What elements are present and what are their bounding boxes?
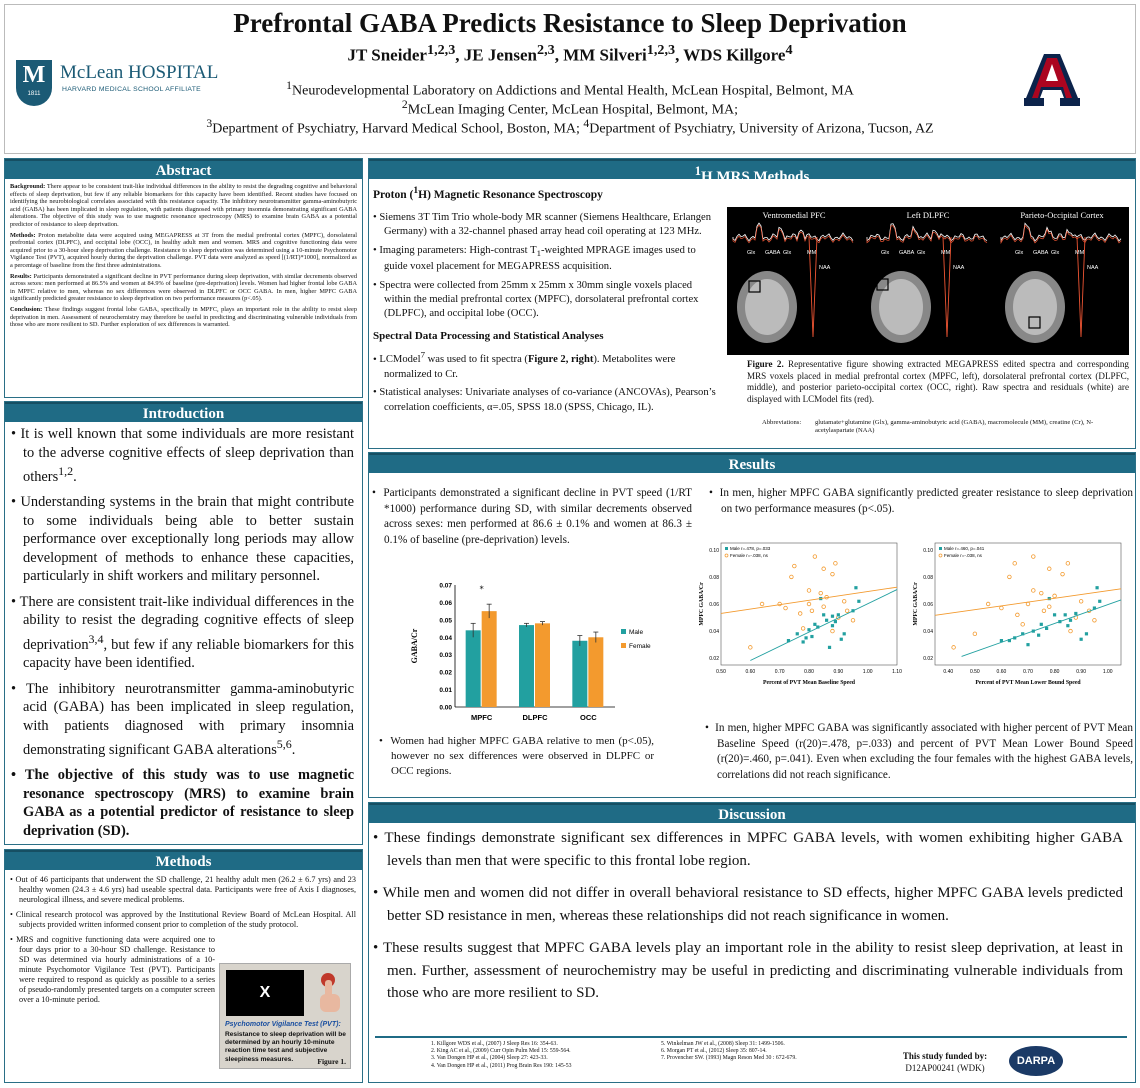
male-point (1080, 638, 1083, 641)
spectrum-panel-label: Parieto-Occipital Cortex (1020, 210, 1104, 220)
female-point (1008, 575, 1012, 579)
y-tick-label: 0.03 (439, 652, 452, 660)
significance-marker: * (479, 584, 484, 594)
x-tick-label: 0.60 (996, 669, 1007, 675)
female-point (793, 564, 797, 568)
male-point (813, 623, 816, 626)
author-list: JT Sneider$^{1,2,3}$, JE Jensen$^{2,3}$, MM Silveri$^{1,2,3}$, WDS Killgore$^4$ (347, 42, 793, 65)
x-tick-label: OCC (579, 713, 597, 722)
female-point (1021, 623, 1025, 627)
bar-female-dlpfc (535, 623, 550, 707)
y-tick-label: 0.06 (709, 602, 719, 608)
female-point (1069, 629, 1073, 633)
female-point (1053, 594, 1057, 598)
y-tick-label: 0.04 (439, 634, 452, 642)
x-tick-label: 0.80 (804, 669, 814, 675)
bar-male-dlpfc (519, 625, 534, 707)
mrs-methods-body: Proton ($^1$H) Magnetic Resonance Spectroscopy • Siemens 3T Tim Trio whole-body MR scanner (Siemens Healthcare, Erlangen Germany) with a 32-channel phased array head coil operating at 123 MHz. • Imaging parameters: High-contrast $T_1$-weighted MPRAGE images used to guide voxel placement for MEGAPRESS acquisition. • Spectra were collected from 25mm x 25mm x 30mm single voxels placed within the medial prefrontal cortex (MPFC), dorsolateral prefrontal cortex (DLPFC), and occipital lobe (OCC). Spectral Data Processing and Statistical Analyses • LCModel$^7$ was used to fit spectra (Figure 2, right). Metabolites were normalized to Cr. • Statistical analyses: Univariate analyses of co-variance (ANCOVAs), Pearson’s correlation coefficients, α=.05, SPSS 18.0 (SPSS, Chicago, IL). (369, 179, 727, 415)
abstract-heading: Abstract (5, 159, 362, 179)
female-point (749, 646, 753, 650)
x-tick-label: 0.90 (1076, 669, 1087, 675)
female-point (760, 602, 764, 606)
legend-swatch (621, 643, 626, 648)
legend-label: Female r=-.038, ns (730, 553, 768, 558)
female-point (819, 591, 823, 595)
female-point (798, 612, 802, 616)
female-point (784, 606, 788, 610)
results-panel (368, 452, 1136, 798)
peak-label: Glx (747, 250, 756, 256)
female-regression-line (721, 587, 897, 613)
male-regression-line (750, 590, 897, 661)
y-tick-label: 0.02 (439, 669, 452, 677)
x-axis-label: Percent of PVT Mean Baseline Speed (762, 680, 856, 686)
scatter-baseline-speed (695, 535, 905, 695)
figure-1-label: Figure 1. (317, 1057, 346, 1066)
peak-label: Glx (1015, 250, 1024, 256)
results-heading: Results (369, 453, 1135, 473)
abstract-panel (4, 158, 363, 398)
pvt-screen: X (226, 970, 304, 1016)
brain-mri-inner (1013, 279, 1057, 335)
y-tick-label: 0.06 (923, 602, 933, 608)
x-tick-label: MPFC (471, 713, 493, 722)
male-point (831, 624, 834, 627)
results-bullet-4: • In men, higher MPFC GABA was significantly associated with higher percent of PVT Mean Baseline Speed (r(20)=.478, p=.033) and percent of PVT Mean Lower Bound Speed (r(20)=.460, p=.041). Even when excluding the four females with the highest GABA levels, correlations did not reach significance. (705, 722, 1133, 781)
peak-label: Glx (917, 250, 926, 256)
female-point (1066, 562, 1070, 566)
discussion-bullet: • These findings demonstrate significant sex differences in MPFC GABA levels, with women exhibiting higher GABA levels than men that were specific to this frontal lobe region. (373, 830, 1123, 869)
male-point (804, 636, 807, 639)
male-point (1074, 612, 1077, 615)
y-tick-label: 0.10 (709, 547, 719, 554)
female-point (952, 646, 956, 650)
funding-label: This study funded by: (902, 1051, 988, 1061)
legend-swatch-female (725, 554, 728, 557)
y-tick-label: 0.08 (923, 574, 933, 581)
abbreviations-label: Abbreviations: (762, 419, 802, 426)
plot-frame (935, 543, 1121, 665)
references-col-1: 1. Killgore WDS et al., (2007) J Sleep Res 16: 354-63. 2. King AC et al., (2009) Curr Opin Pulm Med 15: 559-564. 3. Van Dongen HP et al., (2004) Sleep 27: 423-33. 4. Van Dongen HP et al., (2011) Prog Brain Res 190: 145-53 (431, 1041, 572, 1069)
results-bullet-2: • Women had higher MPFC GABA relative to men (p<.05), however no sex differences were observed in DLPFC or OCC regions. (379, 735, 654, 777)
x-tick-label: 0.60 (745, 669, 756, 675)
discussion-panel (368, 802, 1136, 1083)
peak-label: GABA (1033, 250, 1049, 256)
x-tick-label: 1.10 (892, 669, 902, 675)
peak-label: NAA (819, 265, 831, 271)
y-tick-label: 0.04 (709, 629, 719, 636)
peak-label: GABA (899, 250, 915, 256)
male-point (1066, 624, 1069, 627)
bar-female-occ (588, 637, 603, 707)
female-point (845, 609, 849, 613)
abbreviations-text: glutamate+glutamine (Glx), gamma-aminobutyric acid (GABA), macromolecule (MM), creatine (Cr), N-acetylaspartate (NAA) (815, 419, 1094, 435)
x-tick-label: 0.80 (1049, 669, 1060, 675)
y-tick-label: 0.10 (923, 547, 933, 554)
results-bullet-1: • Participants demonstrated a significant decline in PVT speed (1/RT *1000) performance during SD, with similar decrements observed across sexes: men performed at 86.6 ± 0.1% and women at 86.3 ± 0.1% of baseline (pre-deprivation) levels. (372, 487, 692, 546)
discussion-bullet: • While men and women did not differ in overall behavioral resistance to SD effects, higher MPFC GABA levels predicted better SD resistance in men, whereas these relationships did not reach significance in women. (373, 885, 1123, 924)
legend-swatch-male (725, 547, 728, 550)
female-point (813, 555, 817, 559)
female-point (1039, 591, 1043, 595)
peak-label: NAA (953, 265, 965, 271)
male-point (834, 620, 837, 623)
x-axis-label: Percent of PVT Mean Lower Bound Speed (975, 680, 1081, 686)
x-tick-label: 0.70 (1023, 669, 1033, 675)
male-point (796, 632, 799, 635)
female-point (1000, 606, 1004, 610)
x-tick-label: 0.90 (833, 669, 844, 675)
female-point (1042, 609, 1046, 613)
legend-swatch-female (939, 554, 942, 557)
introduction-body (5, 422, 362, 840)
male-point (825, 619, 828, 622)
peak-label: GABA (765, 250, 781, 256)
female-point (831, 572, 835, 576)
lcmodel-fit-line (867, 226, 987, 243)
references-col-2: 5. Winkelman JW et al., (2008) Sleep 31: 1499-1506. 6. Morgan PT et al., (2012) Sleep 35: 807-14. 7. Provencher SW. (1993) Magn Reson Med 30 : 672-679. (661, 1041, 797, 1062)
peak-label: MM (1075, 250, 1085, 256)
figure-1-title: Psychomotor Vigilance Test (PVT): (225, 1021, 341, 1028)
intro-bullet: • It is well known that some individuals are more resistant to the adverse cognitive effects of sleep deprivation than others$^{1,2}$. (11, 426, 354, 485)
female-point (1016, 613, 1020, 617)
y-axis-label: GABA/Cr (410, 628, 419, 664)
mrs-methods-panel (368, 158, 1136, 449)
male-point (840, 638, 843, 641)
peak-label: NAA (1087, 265, 1099, 271)
female-point (1061, 572, 1065, 576)
y-tick-label: 0.06 (439, 599, 452, 607)
plot-frame (721, 543, 897, 665)
methods-body: • Out of 46 participants that underwent the SD challenge, 21 healthy adult men (26.2 ± 6.7 yrs) and 23 healthy women (24.3 ± 4.6 yrs) had useable spectral data. Participants were free of Axis I diagnoses, neurological illness, and severe medical problems. • Clinical research protocol was approved by the Institutional Review Board of McLean Hospital. All subjects provided written informed consent prior to completion of the study protocol. • MRS and cognitive functioning data were acquired one to four days prior to a 30-hour SD challenge. Resistance to SD was determined via hourly administrations of a 10-minute Psychomotor Vigilance Test (PVT). Participants were required to respond as quickly as possible to a series of pseudo-randomly presented targets on a computer screen over a 10-minute period. (10, 875, 356, 1004)
male-point (807, 628, 810, 631)
spectrum-panel-label: Ventromedial PFC (762, 210, 826, 220)
female-point (807, 602, 811, 606)
female-point (842, 599, 846, 603)
x-tick-label: 1.00 (862, 669, 873, 675)
y-tick-label: 0.08 (709, 574, 719, 581)
affiliation-line-1: $^1$Neurodevelopmental Laboratory on Addictions and Mental Health, McLean Hospital, Belmont, MA (286, 79, 854, 99)
female-point (1047, 567, 1051, 571)
male-point (837, 613, 840, 616)
y-tick-label: 0.04 (923, 629, 933, 636)
female-point (801, 627, 805, 631)
legend-label: Male r=.478, p=.033 (730, 546, 771, 551)
funding-grant: D12AP00241 (WDK) (905, 1063, 985, 1073)
female-point (822, 567, 826, 571)
female-point (834, 562, 838, 566)
legend-label: Male r=.460, p=.041 (944, 546, 985, 551)
brain-mri-inner (879, 279, 923, 335)
male-point (1085, 632, 1088, 635)
x-tick-label: 0.50 (716, 669, 726, 675)
intro-bullet: • The inhibitory neurotransmitter gamma-aminobutyric acid (GABA) has been implicated in sleep regulation, with patients diagnosed with primary insomnia demonstrating significant GABA alterations$^{5,6}$. (11, 680, 354, 758)
darpa-logo: DARPA (1009, 1046, 1063, 1076)
introduction-heading: Introduction (5, 402, 362, 422)
y-tick-label: 0.07 (439, 582, 452, 590)
female-point (1026, 602, 1030, 606)
female-point (1032, 555, 1036, 559)
figure-2-spectra (727, 207, 1129, 355)
mclean-logo-subtext: HARVARD MEDICAL SCHOOL AFFILIATE (62, 86, 202, 93)
peak-label: Glx (881, 250, 890, 256)
methods-panel (4, 849, 363, 1083)
female-point (1032, 589, 1036, 593)
male-point (822, 613, 825, 616)
female-point (973, 632, 977, 636)
x-tick-label: 0.50 (969, 669, 980, 675)
raw-spectrum-line (867, 224, 987, 241)
male-point (1098, 600, 1101, 603)
male-point (1026, 643, 1029, 646)
legend-label: Female r=-.038, ns (944, 553, 982, 558)
intro-objective: • The objective of this study was to use magnetic resonance spectroscopy (MRS) to examine brain GABA as a potential predictor of resistance to sleep deprivation (SD). (11, 767, 355, 839)
legend-swatch (621, 629, 626, 634)
legend-swatch-male (939, 547, 942, 550)
x-tick-label: DLPFC (522, 713, 548, 722)
female-point (986, 602, 990, 606)
mclean-logo-mark: M 1811 (16, 60, 52, 106)
female-point (807, 589, 811, 593)
arizona-logo (1022, 50, 1082, 108)
bar-male-occ (572, 641, 587, 707)
male-point (1095, 586, 1098, 589)
female-point (810, 609, 814, 613)
male-point (1069, 619, 1072, 622)
figure-1-text: Resistance to sleep deprivation will be determined by an hourly 10-minute reaction time test and subjective sleepiness measures. (225, 1031, 346, 1063)
methods-heading: Methods (5, 850, 362, 870)
female-point (851, 618, 855, 622)
mrs-methods-heading: $^1$H MRS Methods (369, 159, 1135, 179)
x-tick-label: 1.00 (1102, 669, 1113, 675)
peak-label: MM (941, 250, 951, 256)
female-point (831, 629, 835, 633)
mclean-logo-text: McLean HOSPITAL (60, 62, 219, 83)
raw-spectrum-line (733, 223, 853, 241)
x-tick-label: 0.70 (774, 669, 785, 675)
raw-spectrum-line (1001, 223, 1121, 241)
male-point (1064, 613, 1067, 616)
y-axis-label: MPFC GABA/Cr (699, 582, 705, 626)
brain-mri-inner (745, 279, 789, 335)
male-point (843, 632, 846, 635)
x-tick-label: 0.40 (943, 669, 954, 675)
female-regression-line (935, 589, 1121, 616)
male-point (1045, 627, 1048, 630)
y-tick-label: 0.02 (709, 656, 719, 663)
gaba-bar-chart (405, 575, 687, 725)
bar-male-mpfc (466, 630, 481, 707)
figure-1 (219, 963, 351, 1069)
references-divider (375, 1036, 1127, 1038)
introduction-panel (4, 401, 363, 845)
bar-female-mpfc (482, 611, 497, 707)
discussion-bullet: • These results suggest that MPFC GABA levels play an important role in the ability to resist sleep deprivation, at least in men. Further, assessment of neurochemistry may be useful in predicting and discriminating vulnerable individuals from those who are more resilient to SD. (373, 940, 1123, 1001)
legend-label: Female (629, 643, 651, 650)
scatter-lower-bound-speed (909, 535, 1131, 695)
female-point (790, 575, 794, 579)
pointing-hand-icon (314, 972, 344, 1014)
female-point (822, 605, 826, 609)
spectrum-panel-label: Left DLPFC (906, 210, 950, 220)
male-point (857, 600, 860, 603)
affiliation-line-2: $^2$McLean Imaging Center, McLean Hospital, Belmont, MA; (401, 98, 739, 118)
female-point (1093, 618, 1097, 622)
results-bullet-3: • In men, higher MPFC GABA significantly predicted greater resistance to sleep deprivation on two performance measures (p<.05). (709, 487, 1134, 515)
poster-title: Prefrontal GABA Predicts Resistance to Sleep Deprivation (233, 8, 907, 38)
male-point (1037, 634, 1040, 637)
y-tick-label: 0.01 (439, 687, 452, 695)
male-point (828, 646, 831, 649)
male-point (1053, 613, 1056, 616)
peak-label: Glx (1051, 250, 1060, 256)
peak-label: MM (807, 250, 817, 256)
legend-label: Male (629, 629, 644, 636)
intro-bullet: • Understanding systems in the brain that might contribute to some individuals being able to better sustain performance over exceptionally long periods may allow development of methods to enhance these capacities, particularly in shift workers and military personnel. (11, 494, 354, 585)
mrs-subheading-2: Spectral Data Processing and Statistical Analyses (373, 329, 604, 342)
y-axis-label: MPFC GABA/Cr (913, 582, 919, 626)
intro-bullet: • There are consistent trait-like individual differences in the ability to resist the degrading cognitive effects of sleep deprivation$^{3,4}$, but few if any reliable biomarkers for this capacity have been identified. (11, 593, 354, 672)
male-point (854, 586, 857, 589)
female-point (1047, 605, 1051, 609)
y-tick-label: 0.02 (923, 656, 933, 663)
female-point (1013, 562, 1017, 566)
peak-label: Glx (783, 250, 792, 256)
abstract-body: Background: There appear to be consistent trait-like individual differences in the ability to resist the degrading cognitive and behavioral effects of sleep deprivation, but few if any reliable biomarkers for this capacity have been identified. Recent studies have focused on identifying the neurobiological correlates associated with this resistance capacity. The inhibitory neurotransmitter gamma-aminobutyric acid (GABA) has been implicated in sleep regulation, with patients diagnosed with primary insomnia demonstrating significant GABA alterations. The objective of this study was to use magnetic resonance spectroscopy (MRS) to examine brain GABA as a potential predictor of resistance to sleep deprivation. Methods: Proton metabolite data were acquired using MEGAPRESS at 3T from the medial prefrontal cortex (MPFC), dorsolateral prefrontal cortex (DLPFC), and occipital lobe (OCC), in healthy adult men and women. MRS and cognitive functioning data were acquired prior to a 30-hour sleep deprivation challenge. Resistance to sleep deprivation was determined using a 10-minute Psychomotor Vigilance Test (PVT), acquired hourly during the deprivation challenge. PVT data were analyzed as speed [(1/RT)*1000], normalized as a percentage of baseline from the first three administrations. Results: Participants demonstrated a significant decline in PVT performance during sleep deprivation, with similar decrements observed across sexes: men performed at 86.5% and women at 84.9% of baseline (pre-deprivation) levels. Women had higher frontal lobe GABA in MPFC relative to men, whereas no sex differences were observed in DLPFC or OCC GABA. In men, higher MPFC GABA significantly predicted greater resistance to sleep deprivation on two performance measures (p<.05). Conclusion: These findings suggest frontal lobe GABA, specifically in MPFC, plays an important role in the ability to resist sleep deprivation in men. Assessment of neurochemistry may therefore be useful in predicting and discriminating vulnerable individuals from those who are more resilient to SD. Further exploration of sex differences is warranted. (10, 183, 358, 329)
y-tick-label: 0.00 (439, 704, 452, 712)
male-point (810, 635, 813, 638)
discussion-heading: Discussion (369, 803, 1135, 823)
male-point (1040, 623, 1043, 626)
y-tick-label: 0.05 (439, 617, 452, 625)
mrs-subheading-1: Proton ($^1$H) Magnetic Resonance Spectroscopy (373, 185, 603, 201)
male-point (802, 640, 805, 643)
affiliation-line-3: $^3$Department of Psychiatry, Harvard Medical School, Boston, MA; $^4$Department of Psychiatry, University of Arizona, Tucson, AZ (206, 117, 934, 137)
female-point (1079, 599, 1083, 603)
figure-2-caption: Figure 2. Representative figure showing extracted MEGAPRESS edited spectra and corresponding MRS voxels placed in medial prefrontal cortex (MPFC, left), dorsolateral prefrontal cortex (DLPFC, middle), and posterior parieto-occipital cortex (OCC, right). Raw spectra and residuals (white) are displayed with LCModel fits (red). (747, 359, 1129, 404)
male-point (831, 615, 834, 618)
discussion-body (369, 823, 1135, 1005)
